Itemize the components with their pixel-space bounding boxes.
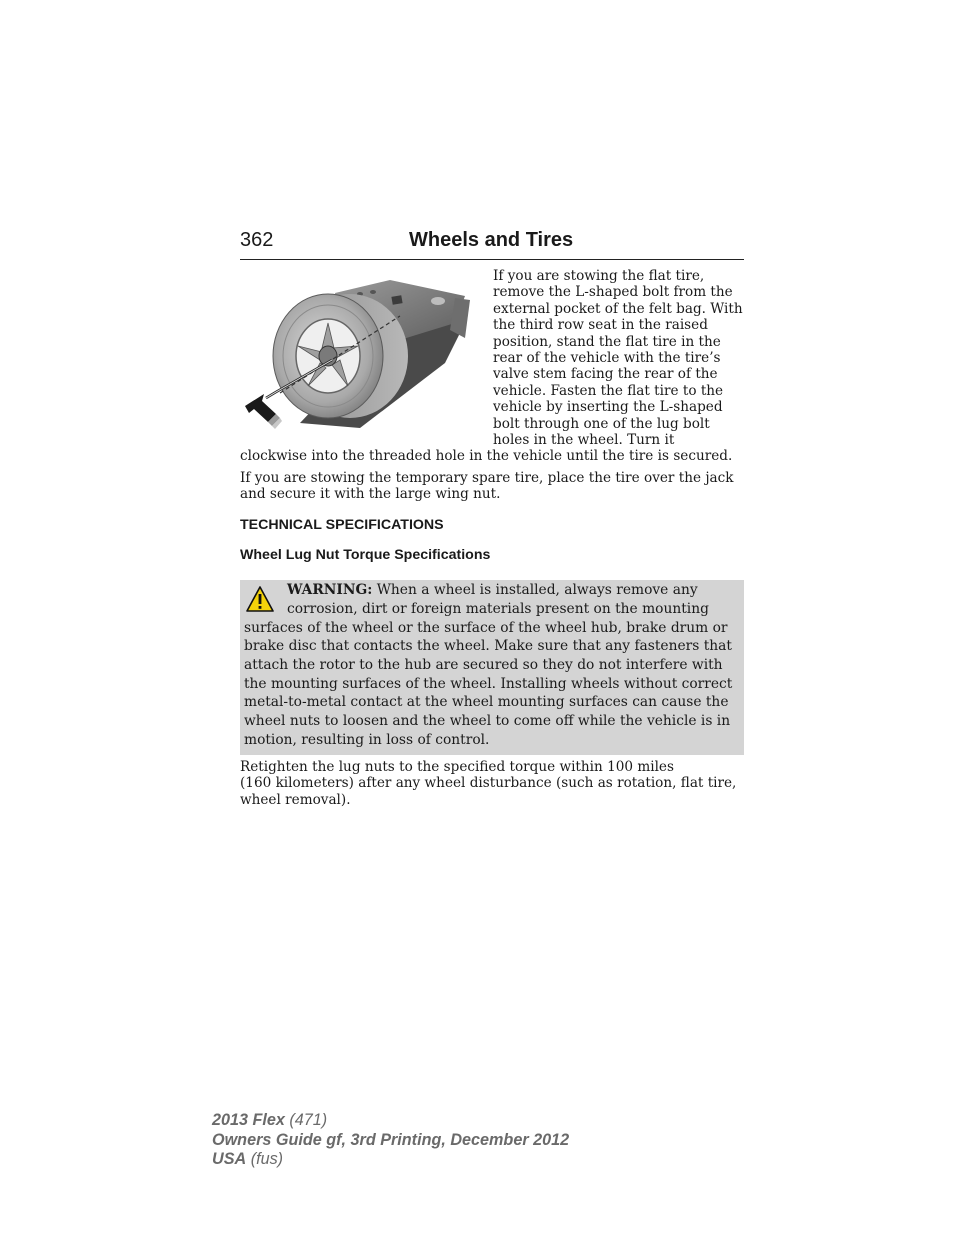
footer-model-line bbox=[212, 1111, 569, 1131]
text-line: vehicle. Fasten the flat tire to the bbox=[493, 382, 724, 399]
text-line: Retighten the lug nuts to the specified torque within 100 miles bbox=[240, 759, 674, 775]
section-title: Wheels and Tires bbox=[409, 229, 574, 251]
page-footer bbox=[212, 1111, 569, 1170]
text-line: vehicle by inserting the L-shaped bbox=[493, 399, 723, 416]
text-line: wheel removal). bbox=[240, 791, 351, 808]
text-line: (160 kilometers) after any wheel disturbance (such as rotation, flat tire, bbox=[240, 775, 737, 792]
spare-tire-storage-illustration bbox=[240, 268, 480, 436]
warning-triangle-icon bbox=[245, 585, 275, 613]
stow-flat-tire-continuation: clockwise into the threaded hole in the vehicle until the tire is secured. bbox=[240, 448, 733, 464]
warning-line: brake disc that contacts the wheel. Make sure that any fasteners that bbox=[244, 638, 732, 654]
stow-spare-tire-paragraph bbox=[240, 470, 744, 503]
lug-nut-torque-heading: Wheel Lug Nut Torque Specifications bbox=[240, 547, 491, 563]
technical-specifications-heading: TECHNICAL SPECIFICATIONS bbox=[240, 517, 444, 533]
page-number: 362 bbox=[240, 229, 274, 251]
footer-market-line bbox=[212, 1150, 569, 1170]
warning-box bbox=[240, 580, 744, 755]
text-line: holes in the wheel. Turn it bbox=[493, 432, 675, 449]
warning-line: the mounting surfaces of the wheel. Installing wheels without correct bbox=[244, 676, 733, 692]
warning-line: attach the rotor to the hub are secured so they do not interfere with bbox=[244, 657, 723, 673]
rotation-arrow-icon bbox=[245, 394, 282, 429]
text-line: bolt through one of the lug bolt bbox=[493, 415, 710, 432]
warning-line: motion, resulting in loss of control. bbox=[244, 732, 490, 748]
warning-label: WARNING: bbox=[287, 582, 373, 598]
text-line: rear of the vehicle with the tire’s bbox=[493, 350, 721, 367]
text-line: external pocket of the felt bag. With bbox=[493, 300, 743, 317]
text-line: remove the L-shaped bolt from the bbox=[493, 284, 733, 301]
warning-first-line bbox=[287, 581, 783, 600]
footer-market-code: (fus) bbox=[250, 1150, 284, 1168]
footer-guide-line bbox=[212, 1131, 569, 1151]
text-line: position, stand the flat tire in the bbox=[493, 333, 721, 350]
text-line: and secure it with the large wing nut. bbox=[240, 486, 501, 503]
footer-model-code: (471) bbox=[289, 1111, 328, 1129]
warning-line: wheel nuts to loosen and the wheel to come off while the vehicle is in bbox=[244, 713, 731, 729]
warning-line: surfaces of the wheel or the surface of the wheel hub, brake drum or bbox=[244, 620, 728, 636]
warning-text: When a wheel is installed, always remove any bbox=[376, 582, 698, 598]
text-line: valve stem facing the rear of the bbox=[493, 366, 718, 383]
panel-slot bbox=[391, 295, 402, 305]
stow-flat-tire-paragraph bbox=[493, 268, 745, 448]
footer-model: 2013 Flex bbox=[212, 1111, 285, 1129]
retighten-paragraph bbox=[240, 759, 744, 808]
warning-line: metal-to-metal contact at the wheel mounting surfaces can cause the bbox=[244, 694, 729, 710]
tire-illustration-svg bbox=[240, 268, 480, 436]
panel-knob bbox=[431, 297, 445, 305]
footer-market: USA bbox=[212, 1150, 247, 1168]
warning-line: corrosion, dirt or foreign materials present on the mounting bbox=[287, 601, 709, 617]
page-header bbox=[240, 229, 744, 260]
text-line: If you are stowing the temporary spare tire, place the tire over the jack bbox=[240, 470, 734, 486]
footer-guide: Owners Guide gf, 3rd Printing, December 2012 bbox=[212, 1130, 570, 1149]
text-line: the third row seat in the raised bbox=[493, 317, 708, 334]
text-line: If you are stowing the flat tire, bbox=[493, 268, 705, 284]
